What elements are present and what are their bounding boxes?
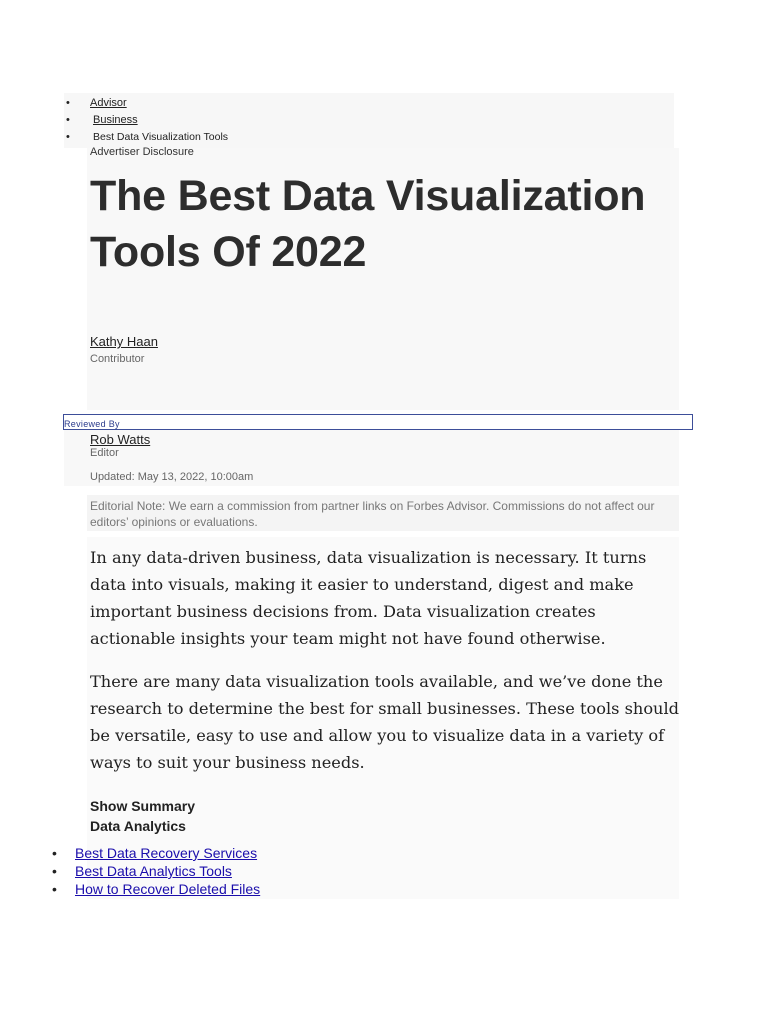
bullet-icon: • <box>66 131 70 143</box>
section-label: Data Analytics <box>90 818 186 834</box>
reviewed-by-box <box>63 414 693 430</box>
reviewer-role: Editor <box>90 447 119 459</box>
reviewed-by-label: Reviewed By <box>64 419 120 429</box>
reviewer-name-link[interactable]: Rob Watts <box>90 432 151 447</box>
page-title: The Best Data Visualization Tools Of 2022 <box>90 172 646 276</box>
bullet-icon: • <box>52 845 57 861</box>
bullet-icon: • <box>52 863 57 879</box>
bullet-icon: • <box>66 97 70 109</box>
breadcrumb-link-business[interactable]: Business <box>93 114 138 126</box>
related-link-recover-files[interactable]: How to Recover Deleted Files <box>75 881 261 897</box>
advertiser-disclosure[interactable]: Advertiser Disclosure <box>90 146 194 158</box>
editorial-note: Editorial Note: We earn a commission from partner links on Forbes Advisor. Commissions do not affect our editors’ opinions or evaluations. <box>90 499 655 529</box>
article-paragraph: In any data-driven business, data visualization is necessary. It turns data into visuals, making it easier to understand, digest and make important business decisions from. Data visualization creates actionable insights your team might not have found otherwise. <box>90 548 647 648</box>
related-link-data-analytics[interactable]: Best Data Analytics Tools <box>75 863 232 879</box>
author-role: Contributor <box>90 353 145 365</box>
bullet-icon: • <box>52 881 57 897</box>
breadcrumb-link-advisor[interactable]: Advisor <box>90 97 127 109</box>
article-paragraph: There are many data visualization tools available, and we’ve done the research to determine the best for small businesses. These tools should be versatile, easy to use and allow you to visualize data in a variety of ways to suit your business needs. <box>90 672 680 772</box>
breadcrumb-current: Best Data Visualization Tools <box>93 131 229 143</box>
author-name-link[interactable]: Kathy Haan <box>90 334 158 349</box>
show-summary-button[interactable]: Show Summary <box>90 798 196 814</box>
related-link-data-recovery[interactable]: Best Data Recovery Services <box>75 845 258 861</box>
bullet-icon: • <box>66 114 70 126</box>
updated-timestamp: Updated: May 13, 2022, 10:00am <box>90 471 254 483</box>
